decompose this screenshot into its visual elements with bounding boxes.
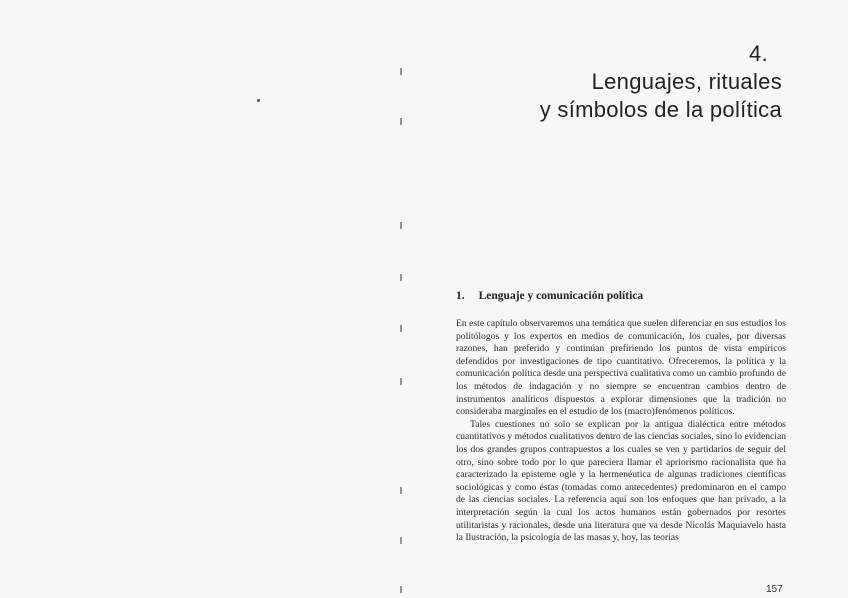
gutter-mark bbox=[400, 537, 402, 544]
gutter-mark bbox=[400, 222, 402, 229]
gutter-mark bbox=[400, 487, 402, 494]
section-heading bbox=[456, 290, 786, 302]
gutter-mark bbox=[400, 118, 402, 125]
paragraph-2: Tales cuestiones no solo se explican por la antigua dialéctica entre métodos cuantitativos y métodos cualitativos dentro de las ciencias sociales, sino lo evidencian los dos grandes grupos contrapuestos a los cuales se ven y partidarios de seguir del otro, sino sobre todo por lo que pareciera llamar el apriorismo racionalista que ha caracterizado la episteme ogle y la hermenéutica de algunas tradiciones científicas sociológicas y como éstas (tomadas como antecedentes) predominaron en el campo de las ciencias sociales. La referencia aquí son los enfoques que han privado, a la interpretación según la cual los actos humanos están gobernados por resortes utilitaristas y racionales, desde una literatura que va desde Nicolás Maquiavelo hasta la Ilustración, la psicología de las masas y, hoy, las teorías bbox=[456, 418, 786, 544]
chapter-title bbox=[422, 40, 782, 124]
chapter-title-line-2: y símbolos de la política bbox=[539, 97, 782, 122]
gutter-mark bbox=[400, 378, 402, 385]
speck bbox=[257, 99, 260, 102]
gutter-mark bbox=[400, 68, 402, 75]
gutter-mark bbox=[400, 325, 402, 332]
gutter-mark bbox=[400, 274, 402, 281]
chapter-title-line-1 bbox=[422, 40, 782, 96]
paragraph-1: En este capítulo observaremos una temática que suelen diferenciar en sus estudios los politólogos y los expertos en medios de comunicación, los cuales, por diversas razones, han preferido y continúan prefiriendo los puntos de vista empíricos defendidos por investigaciones de tipo cuantitativo. Ofreceremos, la política y la comunicación política desde una perspectiva cualitativa como un cambio profundo de los métodos de indagación y no siempre se encuentran cambios dentro de instrumentos analíticos dispuestos a explorar dimensiones que la tradición no consideraba marginales en el estudio de los (macro)fenómenos políticos. bbox=[456, 318, 786, 418]
section-number: 1. bbox=[456, 290, 465, 302]
chapter-number: 4. bbox=[749, 41, 768, 66]
chapter-title-text: Lenguajes, rituales bbox=[591, 69, 782, 94]
page-number: 157 bbox=[766, 584, 783, 595]
section-title: Lenguaje y comunicación política bbox=[478, 290, 644, 302]
body-text bbox=[456, 318, 786, 545]
gutter-mark bbox=[400, 586, 402, 593]
